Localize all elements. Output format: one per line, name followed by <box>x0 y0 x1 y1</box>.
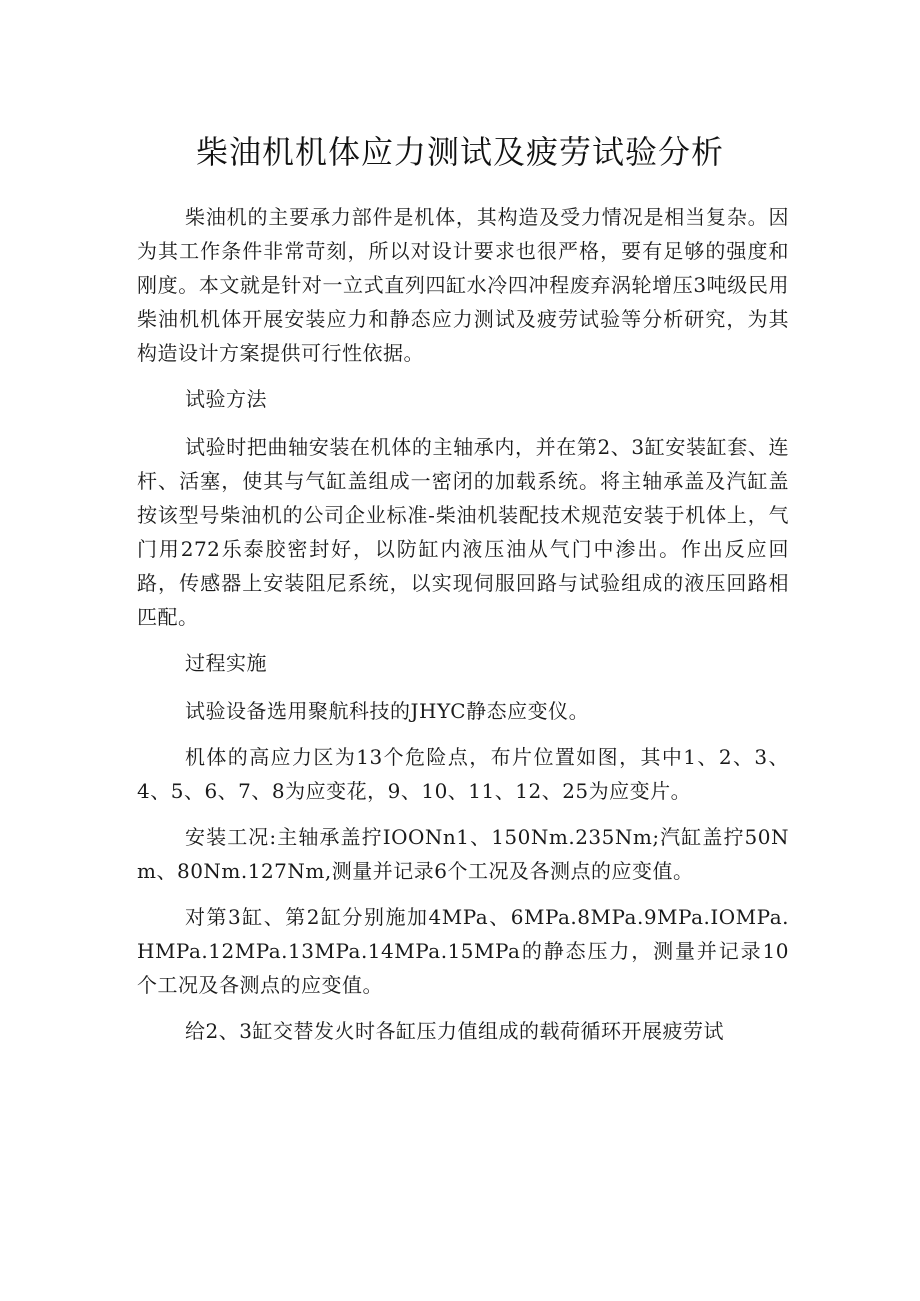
section-heading-test-method: 试验方法 <box>185 387 267 411</box>
static-pressure-paragraph: 对第3缸、第2缸分别施加4MPa、6MPa.8MPa.9MPa.IOMPa.HMPa.12MPa.13MPa.14MPa.15MPa的静态压力，测量并记录10个工况及各测点的应变值。 <box>137 905 789 997</box>
section-heading-process: 过程实施 <box>185 651 267 675</box>
fatigue-test-paragraph: 给2、3缸交替发火时各缸压力值组成的载荷循环开展疲劳试 <box>185 1019 724 1043</box>
install-condition-paragraph: 安装工况:主轴承盖拧IOONn1、150Nm.235Nm;汽缸盖拧50Nm、80Nm.127Nm,测量并记录6个工况及各测点的应变值。 <box>137 825 789 883</box>
document-title: 柴油机机体应力测试及疲劳试验分析 <box>195 133 724 171</box>
intro-paragraph: 柴油机的主要承力部件是机体，其构造及受力情况是相当复杂。因为其工作条件非常苛刻，所以对设计要求也很严格，要有足够的强度和刚度。本文就是针对一立式直列四缸水冷四冲程废弃涡轮增压3吨级民用柴油机机体开展安装应力和静态应力测试及疲劳试验等分析研究，为其构造设计方案提供可行性依据。 <box>137 205 789 365</box>
test-method-paragraph: 试验时把曲轴安装在机体的主轴承内，并在第2、3缸安装缸套、连杆、活塞，使其与气缸盖组成一密闭的加载系统。将主轴承盖及汽缸盖按该型号柴油机的公司企业标准-柴油机装配技术规范安装于机体上，气门用272乐泰胶密封好，以防缸内液压油从气门中渗出。作出反应回路，传感器上安装阻尼系统，以实现伺服回路与试验组成的液压回路相匹配。 <box>137 435 789 629</box>
equipment-paragraph: 试验设备选用聚航科技的JHYC静态应变仪。 <box>185 699 590 723</box>
stress-points-paragraph: 机体的高应力区为13个危险点，布片位置如图，其中1、2、3、4、5、6、7、8为应变花，9、10、11、12、25为应变片。 <box>137 745 789 803</box>
document-body <box>137 200 789 1060</box>
